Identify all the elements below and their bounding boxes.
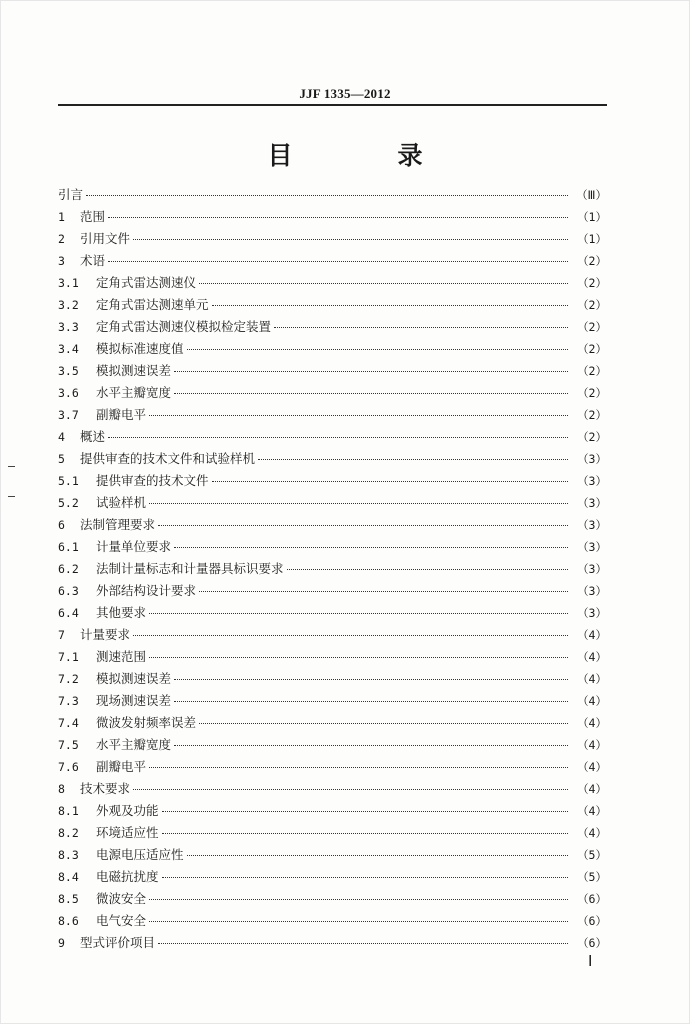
toc-entry-number: 8 (58, 782, 65, 796)
toc-entry[interactable] (58, 580, 607, 602)
toc-entry-title: 模拟测速误差 (96, 671, 172, 686)
page-title: 目 录 (267, 141, 463, 170)
document-code-header: JJF 1335—2012 (299, 86, 391, 101)
toc-entry[interactable] (58, 822, 607, 844)
toc-entry[interactable] (58, 272, 607, 294)
toc-entry-number: 6.1 (58, 540, 79, 554)
toc-entry-title: 电源电压适应性 (96, 847, 184, 862)
toc-dot-leader (133, 238, 568, 240)
toc-entry-number: 8.3 (58, 848, 79, 862)
toc-entry-title: 电磁抗扰度 (96, 869, 159, 884)
toc-entry-page: （4） (577, 782, 607, 796)
toc-entry[interactable] (58, 382, 607, 404)
toc-entry[interactable] (58, 668, 607, 690)
toc-entry-number: 1 (58, 210, 65, 224)
header-rule (58, 104, 607, 106)
toc-dot-leader (149, 612, 568, 614)
toc-dot-leader (174, 744, 568, 746)
toc-entry-page: （3） (577, 540, 607, 554)
toc-dot-leader (174, 546, 568, 548)
toc-entry-page: （4） (577, 760, 607, 774)
toc-entry-title: 试验样机 (96, 495, 147, 510)
toc-entry[interactable] (58, 228, 607, 250)
toc-dot-leader (212, 304, 568, 306)
toc-entry-number: 3.6 (58, 386, 79, 400)
toc-entry[interactable] (58, 910, 607, 932)
toc-entry[interactable] (58, 294, 607, 316)
toc-entry[interactable] (58, 866, 607, 888)
toc-dot-leader (149, 656, 568, 658)
toc-entry-page: （Ⅲ） (576, 188, 607, 202)
toc-entry-title: 定角式雷达测速单元 (96, 297, 209, 312)
toc-entry-page: （3） (577, 496, 607, 510)
toc-entry-title: 概述 (80, 429, 106, 444)
toc-entry[interactable] (58, 184, 607, 206)
toc-dot-leader (149, 766, 568, 768)
toc-entry-page: （4） (577, 826, 607, 840)
toc-entry-number: 5.2 (58, 496, 79, 510)
toc-dot-leader (174, 700, 568, 702)
toc-dot-leader (287, 568, 568, 570)
toc-entry-page: （2） (577, 276, 607, 290)
toc-entry-page: （2） (577, 430, 607, 444)
toc-entry-number: 6.2 (58, 562, 79, 576)
toc-dot-leader (149, 898, 568, 900)
toc-entry-number: 6.3 (58, 584, 79, 598)
toc-entry[interactable] (58, 778, 607, 800)
toc-entry-number: 4 (58, 430, 65, 444)
toc-entry-title: 副瓣电平 (96, 407, 147, 422)
toc-entry-page: （2） (577, 342, 607, 356)
toc-entry[interactable] (58, 734, 607, 756)
toc-entry-number: 7.4 (58, 716, 79, 730)
toc-dot-leader (149, 414, 568, 416)
toc-entry-page: （4） (577, 694, 607, 708)
toc-entry-title: 范围 (80, 209, 106, 224)
toc-entry[interactable] (58, 888, 607, 910)
toc-entry-title: 测速范围 (96, 649, 147, 664)
toc-entry-number: 7.6 (58, 760, 79, 774)
toc-entry[interactable] (58, 492, 607, 514)
margin-mark (8, 496, 15, 497)
toc-dot-leader (158, 524, 568, 526)
toc-entry[interactable] (58, 470, 607, 492)
toc-dot-leader (187, 348, 568, 350)
toc-entry[interactable] (58, 756, 607, 778)
toc-entry-number: 9 (58, 936, 65, 950)
toc-entry-number: 8.6 (58, 914, 79, 928)
toc-entry[interactable] (58, 360, 607, 382)
toc-dot-leader (162, 876, 568, 878)
toc-entry-title: 微波发射频率误差 (96, 715, 197, 730)
toc-entry[interactable] (58, 844, 607, 866)
toc-dot-leader (174, 678, 568, 680)
toc-entry-title: 法制计量标志和计量器具标识要求 (96, 561, 284, 576)
toc-entry-number: 3.7 (58, 408, 79, 422)
toc-entry-number: 7.2 (58, 672, 79, 686)
toc-entry[interactable] (58, 932, 607, 954)
toc-dot-leader (108, 436, 568, 438)
toc-entry-title: 外观及功能 (96, 803, 159, 818)
toc-entry-title: 微波安全 (96, 891, 147, 906)
toc-entry-page: （4） (577, 672, 607, 686)
toc-entry-number: 8.1 (58, 804, 79, 818)
toc-entry[interactable] (58, 338, 607, 360)
toc-entry-page: （4） (577, 804, 607, 818)
toc-entry-title: 其他要求 (96, 605, 147, 620)
toc-entry[interactable] (58, 206, 607, 228)
toc-entry-title: 现场测速误差 (96, 693, 172, 708)
toc-entry-title: 计量要求 (80, 627, 131, 642)
toc-dot-leader (274, 326, 568, 328)
toc-entry-page: （4） (577, 650, 607, 664)
toc-entry-number: 3.1 (58, 276, 79, 290)
toc-entry-number: 7.3 (58, 694, 79, 708)
toc-entry-title: 法制管理要求 (80, 517, 156, 532)
toc-entry-title: 电气安全 (96, 913, 147, 928)
toc-dot-leader (133, 788, 568, 790)
toc-entry-page: （5） (577, 870, 607, 884)
toc-entry[interactable] (58, 448, 607, 470)
toc-entry-title: 环境适应性 (96, 825, 159, 840)
toc-entry-page: （3） (577, 452, 607, 466)
toc-entry-page: （1） (577, 232, 607, 246)
toc-dot-leader (86, 194, 568, 196)
toc-dot-leader (162, 832, 568, 834)
toc-dot-leader (149, 920, 568, 922)
toc-entry-number: 8.4 (58, 870, 79, 884)
toc-entry-number: 7 (58, 628, 65, 642)
toc-dot-leader (212, 480, 568, 482)
toc-entry-number: 2 (58, 232, 65, 246)
toc-entry-title: 引用文件 (80, 231, 131, 246)
toc-entry[interactable] (58, 624, 607, 646)
toc-entry-number: 7.1 (58, 650, 79, 664)
margin-mark (8, 466, 15, 467)
toc-entry-page: （2） (577, 408, 607, 422)
toc-entry-number: 5.1 (58, 474, 79, 488)
toc-dot-leader (149, 502, 568, 504)
toc-entry-page: （4） (577, 738, 607, 752)
toc-entry-number: 8.2 (58, 826, 79, 840)
toc-entry[interactable] (58, 250, 607, 272)
toc-entry-title: 模拟测速误差 (96, 363, 172, 378)
toc-entry-number: 5 (58, 452, 65, 466)
toc-dot-leader (258, 458, 568, 460)
toc-entry-title: 定角式雷达测速仪模拟检定装置 (96, 319, 272, 334)
toc-entry[interactable] (58, 536, 607, 558)
toc-dot-leader (199, 722, 568, 724)
toc-entry-page: （6） (577, 914, 607, 928)
toc-entry-page: （1） (577, 210, 607, 224)
toc-entry-title: 提供审查的技术文件和试验样机 (80, 451, 256, 466)
toc-entry-page: （3） (577, 606, 607, 620)
toc-entry-title: 型式评价项目 (80, 935, 156, 950)
toc-entry[interactable] (58, 404, 607, 426)
toc-entry-page: （3） (577, 474, 607, 488)
toc-entry[interactable] (58, 514, 607, 536)
toc-entry-page: （5） (577, 848, 607, 862)
toc-entry-page: （6） (577, 892, 607, 906)
toc-entry-page: （3） (577, 562, 607, 576)
toc-entry[interactable] (58, 646, 607, 668)
toc-entry-title: 定角式雷达测速仪 (96, 275, 197, 290)
toc-dot-leader (108, 260, 568, 262)
toc-dot-leader (133, 634, 568, 636)
toc-entry-title: 提供审查的技术文件 (96, 473, 209, 488)
toc-entry-page: （4） (577, 716, 607, 730)
toc-entry-number: 8.5 (58, 892, 79, 906)
toc-dot-leader (158, 942, 568, 944)
table-of-contents (58, 184, 607, 954)
toc-entry-number: 7.5 (58, 738, 79, 752)
toc-entry-number: 3.3 (58, 320, 79, 334)
toc-dot-leader (199, 590, 568, 592)
toc-dot-leader (108, 216, 568, 218)
toc-entry-title: 副瓣电平 (96, 759, 147, 774)
toc-entry[interactable] (58, 558, 607, 580)
toc-entry-number: 6 (58, 518, 65, 532)
toc-entry-page: （4） (577, 628, 607, 642)
toc-dot-leader (174, 392, 568, 394)
toc-entry-page: （3） (577, 518, 607, 532)
toc-dot-leader (162, 810, 568, 812)
toc-entry-title: 水平主瓣宽度 (96, 385, 172, 400)
toc-entry-title: 术语 (80, 253, 106, 268)
toc-entry[interactable] (58, 316, 607, 338)
toc-entry-title: 水平主瓣宽度 (96, 737, 172, 752)
page-number: Ⅰ (588, 954, 593, 970)
toc-entry-number: 3.4 (58, 342, 79, 356)
toc-entry-page: （2） (577, 386, 607, 400)
toc-dot-leader (187, 854, 568, 856)
toc-entry-title: 外部结构设计要求 (96, 583, 197, 598)
toc-entry-number: 3.5 (58, 364, 79, 378)
toc-entry[interactable] (58, 712, 607, 734)
toc-entry-page: （2） (577, 364, 607, 378)
toc-entry[interactable] (58, 602, 607, 624)
toc-entry-page: （2） (577, 320, 607, 334)
toc-entry-page: （2） (577, 298, 607, 312)
toc-entry-title: 计量单位要求 (96, 539, 172, 554)
toc-entry-title: 模拟标准速度值 (96, 341, 184, 356)
toc-entry[interactable] (58, 426, 607, 448)
toc-entry-number: 3 (58, 254, 65, 268)
toc-entry-page: （6） (577, 936, 607, 950)
toc-entry-title: 引言 (58, 187, 84, 202)
toc-entry[interactable] (58, 800, 607, 822)
toc-entry-page: （2） (577, 254, 607, 268)
toc-entry-number: 3.2 (58, 298, 79, 312)
toc-entry-page: （3） (577, 584, 607, 598)
toc-entry-title: 技术要求 (80, 781, 131, 796)
toc-entry[interactable] (58, 690, 607, 712)
toc-entry-number: 6.4 (58, 606, 79, 620)
toc-dot-leader (174, 370, 568, 372)
toc-dot-leader (199, 282, 568, 284)
